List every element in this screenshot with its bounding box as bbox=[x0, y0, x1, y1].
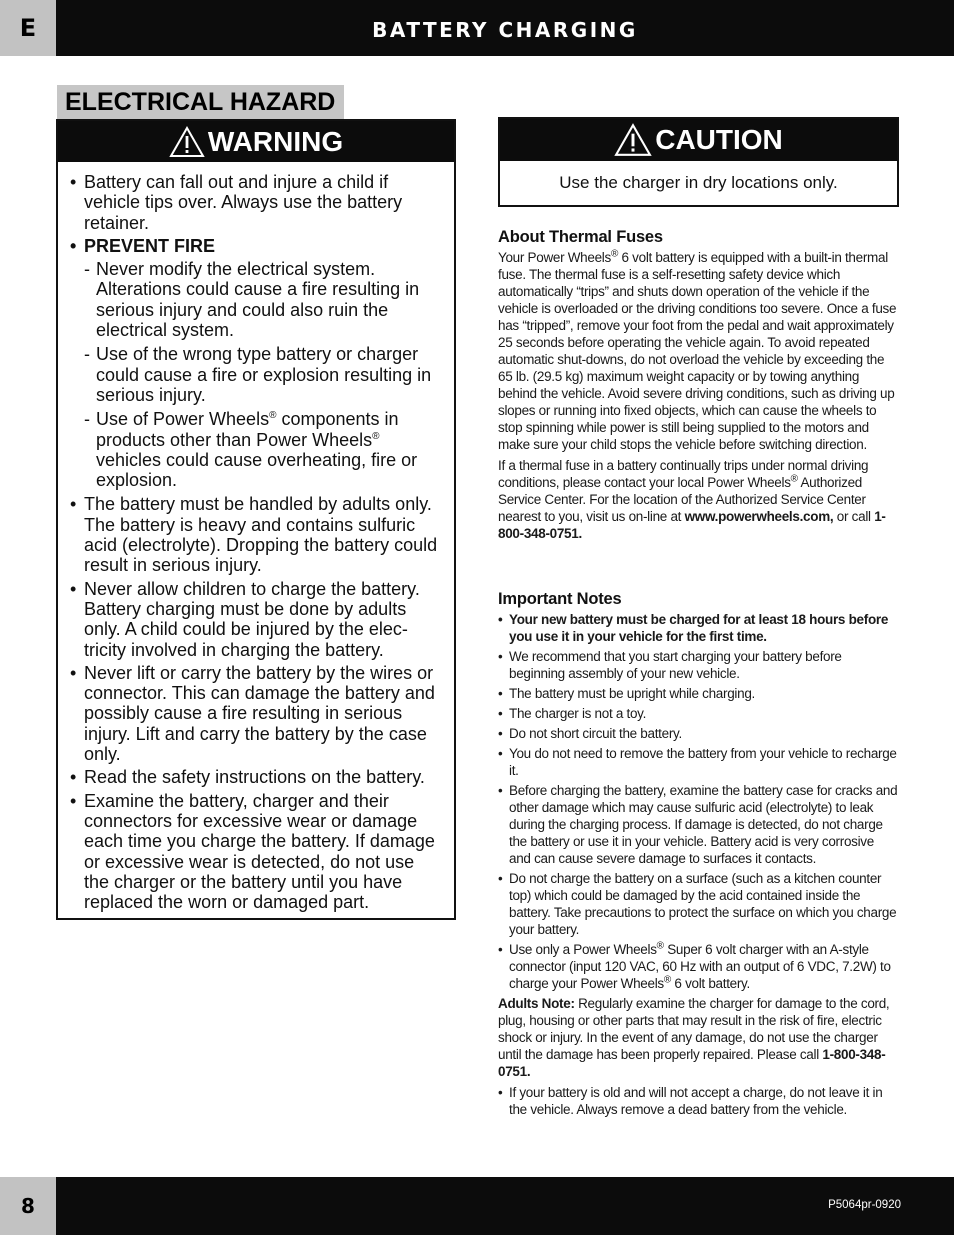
caution-header bbox=[500, 119, 897, 161]
electrical-hazard-label: ELECTRICAL HAZARD bbox=[57, 85, 344, 119]
thermal-fuses-heading: About Thermal Fuses bbox=[498, 228, 663, 246]
warning-body bbox=[58, 162, 454, 912]
caution-title: CAUTION bbox=[655, 124, 783, 155]
thermal-paragraph: Your Power Wheels® 6 volt battery is equipped with a built-in thermal fuse. The thermal fuse is a self-resetting safety device which automatically “trips” and shuts down operation of the vehicle if the vehicle is overloaded or the driving conditions too severe. Once a fuse has “tripped”, remove your foot from the pedal and wait approximately 25 seconds before operating the vehicle again. To avoid repeated automatic shut-downs, do not overload the vehicle by exceeding the 65 lb. (29.5 kg) maximum weight capacity or by towing anything behind the vehicle. Avoid severe driving conditions, such as driving up slopes or running into fixed objects, which can cause the wheels to stop spinning while power is still being supplied to the motors and make sure your child stops the vehicle before switching direction. bbox=[498, 248, 897, 452]
warning-item: • Battery can fall out and injure a child if vehicle tips over. Always use the battery retainer. bbox=[70, 172, 403, 233]
thermal-paragraph: If a thermal fuse in a battery continually trips under normal driving conditions, please contact your local Power Wheels® Authorized Service Center. For the location of the Authorized Service Center nearest to you, visit us on-line at www.powerwheels.com, or call 1-800-348-0751. bbox=[498, 458, 886, 541]
thermal-fuses-section bbox=[498, 229, 898, 546]
warning-title: WARNING bbox=[207, 125, 344, 157]
note-item: • Your new battery must be charged for at least 18 hours before you use it in your vehicle for the first time. bbox=[498, 612, 889, 644]
important-notes-section bbox=[498, 591, 898, 1121]
warning-sub-item: - Never modify the electrical system. Alterations could cause a fire resulting in serious injury and could also ruin the electrical system. bbox=[84, 259, 420, 341]
warning-sub-item: - Use of the wrong type battery or charger could cause a fire or explosion resulting in serious injury. bbox=[84, 344, 432, 405]
note-item: • The battery must be upright while charging. bbox=[498, 686, 755, 701]
warning-item: • Never allow children to charge the battery. Battery charging must be done by adults only. A child could be injured by the elec-tricity involved in charging the battery. bbox=[70, 578, 420, 660]
document-code: P5064pr-0920 bbox=[828, 1199, 901, 1211]
note-item: • Before charging the battery, examine the battery case for cracks and other damage which may cause sulfuric acid (electrolyte) to leak during the charging process. If damage is detected, do not charge the battery or use it in your vehicle. Battery acid is very corrosive and can cause severe damage to surfaces it contacts. bbox=[498, 783, 898, 866]
note-item: • We recommend that you start charging your battery before beginning assembly of your new vehicle. bbox=[498, 649, 842, 681]
warning-item: • Read the safety instructions on the battery. bbox=[70, 767, 425, 788]
warning-triangle-icon bbox=[614, 123, 652, 157]
language-badge: E bbox=[0, 0, 56, 56]
note-item: • You do not need to remove the battery from your vehicle to recharge it. bbox=[498, 746, 897, 778]
important-notes-heading: Important Notes bbox=[498, 590, 622, 608]
page-footer bbox=[0, 1177, 954, 1235]
prevent-fire-heading: • PREVENT FIRE bbox=[70, 235, 216, 256]
caution-box bbox=[498, 117, 899, 207]
warning-item: • Examine the battery, charger and their connectors for excessive wear or damage each time you charge the battery. If damage or excessive wear is detected, do not use the charger or the battery until you have replaced the worn or damaged part. bbox=[70, 790, 435, 913]
warning-triangle-icon bbox=[169, 126, 205, 158]
note-item: • If your battery is old and will not accept a charge, do not leave it in the vehicle. Always remove a dead battery from the vehicle. bbox=[498, 1085, 883, 1117]
warning-sub-item: - Use of Power Wheels® components in products other than Power Wheels® vehicles could cause overheating, fire or explosion. bbox=[84, 409, 418, 491]
website-link[interactable]: www.powerwheels.com, bbox=[684, 509, 834, 524]
note-item: • Use only a Power Wheels® Super 6 volt charger with an A-style connector (input 120 VAC, 60 Hz with an output of 6 VDC, 7.2W) to charge your Power Wheels® 6 volt battery. bbox=[498, 940, 891, 991]
adults-note: Adults Note: Regularly examine the charger for damage to the cord, plug, housing or other parts that may result in the risk of fire, electric shock or injury. In the event of any damage, do not use the charger until the damage has been properly repaired. Please call 1-800-348-0751. bbox=[498, 996, 890, 1079]
note-item: • Do not charge the battery on a surface (such as a kitchen counter top) which could be damaged by the acid contained inside the battery. Take precautions to protect the surface on which you charge your battery. bbox=[498, 871, 897, 937]
caution-text: Use the charger in dry locations only. bbox=[559, 173, 838, 192]
warning-item: • Never lift or carry the battery by the wires or connector. This can damage the battery and possibly cause a fire resulting in serious injury. Lift and carry the battery by the case only. bbox=[70, 662, 435, 765]
warning-header bbox=[58, 121, 454, 162]
page-header bbox=[0, 0, 954, 56]
phone-number: 1-800-348-0751. bbox=[498, 509, 886, 541]
phone-number: 1-800-348-0751. bbox=[498, 1047, 886, 1079]
section-title: BATTERY CHARGING bbox=[372, 18, 638, 42]
note-item: • Do not short circuit the battery. bbox=[498, 726, 682, 741]
note-item: • The charger is not a toy. bbox=[498, 706, 647, 721]
warning-box bbox=[56, 119, 456, 920]
warning-item: • The battery must be handled by adults only. The battery is heavy and contains sulfuric acid (electrolyte). Dropping the battery could result in serious injury. bbox=[70, 494, 438, 576]
page-number: 8 bbox=[0, 1177, 56, 1235]
